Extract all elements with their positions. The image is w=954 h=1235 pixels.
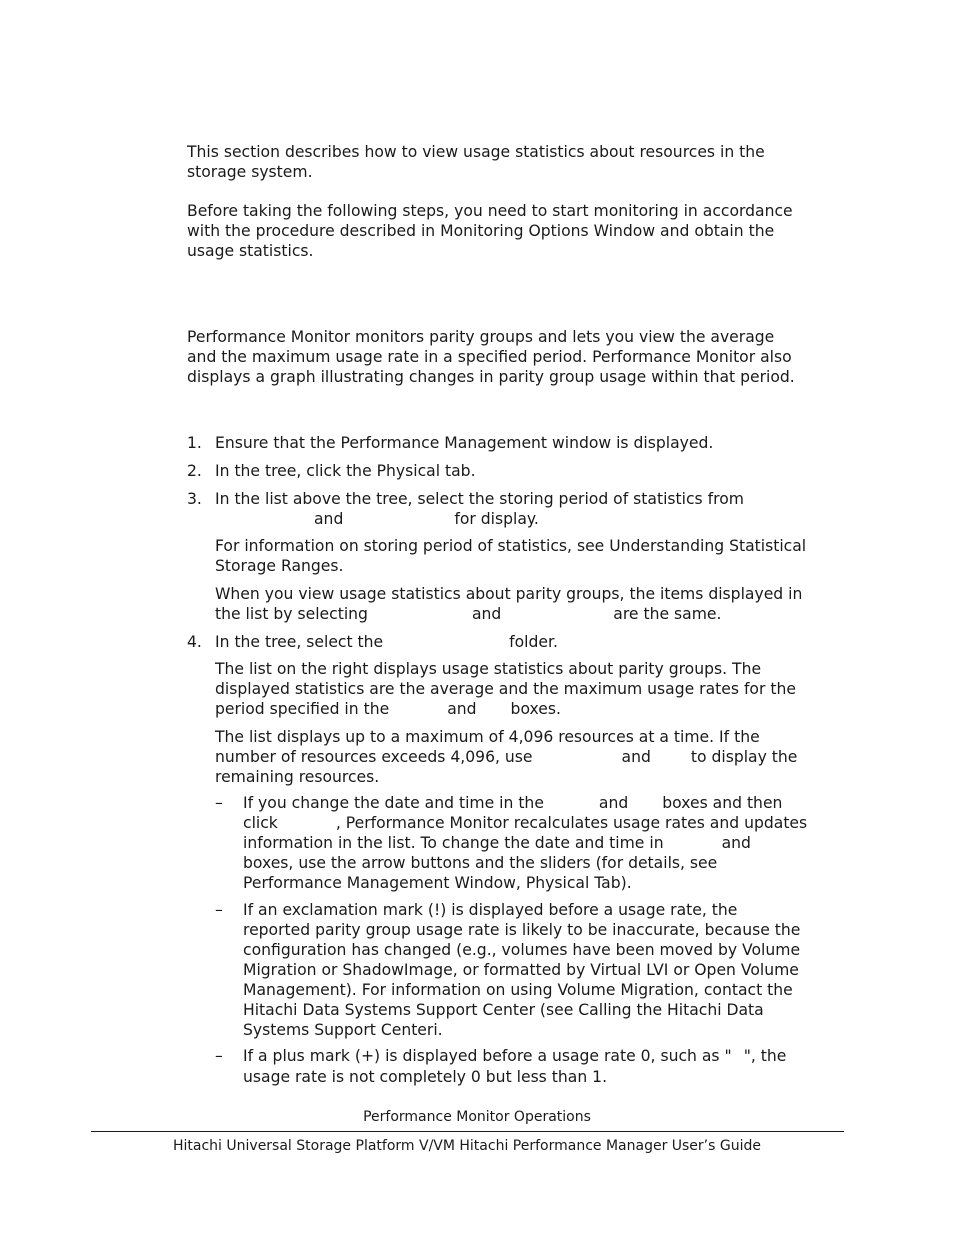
text-line: This section describes how to view usage statistics about resources in the [187,143,765,161]
step-3-note [215,584,802,624]
footer-divider [91,1131,844,1132]
intro-paragraph [187,142,765,182]
text-line: usage rate is not completely 0 but less than 1. [243,1068,608,1086]
text-fragment: boxes and then [662,794,783,812]
bullet-dash: – [215,794,223,812]
step-2-text [215,461,476,481]
text-fragment: the list by selecting [215,605,368,623]
text-line: remaining resources. [215,768,380,786]
step-number: 3. [187,490,202,508]
text-line: Management). For information on using Volume Migration, contact the [243,981,793,999]
text-line: Hitachi Data Systems Support Center (see Calling the Hitachi Data [243,1001,764,1019]
text-line: and the maximum usage rate in a specified period. Performance Monitor also [187,348,792,366]
text-fragment: If you change the date and time in the [243,794,544,812]
text-line [215,747,797,767]
text-fragment: and [447,700,477,718]
step-1-text [215,433,713,453]
text-line: The list on the right displays usage statistics about parity groups. The [215,660,762,678]
step-number: 2. [187,462,202,480]
step-4-description [215,659,796,719]
text-fragment: number of resources exceeds 4,096, use [215,748,533,766]
bullet-dash: – [215,901,223,919]
text-line: For information on storing period of statistics, see Understanding Statistical [215,537,807,555]
text-line [215,604,802,624]
text-fragment: and [314,510,344,528]
text-line [243,813,807,833]
text-line: Ensure that the Performance Management window is displayed. [215,434,714,452]
text-line: usage statistics. [187,242,314,260]
prerequisite-paragraph [187,201,793,261]
text-line [215,509,744,529]
text-fragment: information in the list. To change the date and time in [243,834,664,852]
text-line: Migration or ShadowImage, or formatted by Virtual LVI or Open Volume [243,961,799,979]
step-number: 1. [187,434,202,452]
text-line: The list displays up to a maximum of 4,096 resources at a time. If the [215,728,760,746]
bullet-item [243,793,807,893]
text-fragment: period specified in the [215,700,390,718]
text-fragment: for display. [454,510,539,528]
text-line: with the procedure described in Monitoring Options Window and obtain the [187,222,775,240]
bullet-item [243,900,800,1040]
text-fragment: and [621,748,651,766]
text-fragment: , Performance Monitor recalculates usage rates and updates [335,814,808,832]
text-line: reported parity group usage rate is likely to be inaccurate, because the [243,921,801,939]
step-4-limit-note [215,727,797,787]
text-line: displays a graph illustrating changes in parity group usage within that period. [187,368,795,386]
text-fragment: click [243,814,278,832]
footer-section-title: Performance Monitor Operations [363,1109,591,1125]
text-line: Storage Ranges. [215,557,344,575]
text-line [215,632,558,652]
text-line [215,699,796,719]
text-line: displayed statistics are the average and the maximum usage rates for the [215,680,796,698]
text-line: In the list above the tree, select the storing period of statistics from [215,490,744,508]
step-3-note [215,536,806,576]
bullet-dash: – [215,1047,223,1065]
text-line: When you view usage statistics about parity groups, the items displayed in [215,585,803,603]
step-number: 4. [187,633,202,651]
text-fragment: and [471,605,502,623]
text-fragment: boxes. [510,700,561,718]
text-line [243,833,807,853]
text-line: Performance Management Window, Physical Tab). [243,874,632,892]
text-line: boxes, use the arrow buttons and the sliders (for details, see [243,854,718,872]
text-fragment: In the tree, select the [215,633,384,651]
parity-group-paragraph [187,327,795,387]
text-line: configuration has changed (e.g., volumes have been moved by Volume [243,941,801,959]
text-fragment: and [721,834,751,852]
text-line: storage system. [187,163,313,181]
step-4-text [215,632,558,652]
text-fragment: to display the [690,748,798,766]
step-3-text [215,489,744,529]
text-line [243,793,807,813]
text-line: If an exclamation mark (!) is displayed before a usage rate, the [243,901,738,919]
text-fragment: are the same. [613,605,722,623]
text-fragment: and [598,794,629,812]
text-line: Performance Monitor monitors parity groups and lets you view the average [187,328,775,346]
text-line [243,1046,786,1066]
text-fragment: If a plus mark (+) is displayed before a usage rate 0, such as " [243,1047,732,1065]
text-line: In the tree, click the Physical tab. [215,462,476,480]
text-line: Systems Support Centeri. [243,1021,443,1039]
text-fragment: folder. [509,633,558,651]
footer-guide-title: Hitachi Universal Storage Platform V/VM Hitachi Performance Manager User’s Guide [173,1138,761,1154]
text-line: Before taking the following steps, you need to start monitoring in accordance [187,202,793,220]
bullet-item [243,1046,786,1087]
text-fragment: ", the [743,1047,787,1065]
